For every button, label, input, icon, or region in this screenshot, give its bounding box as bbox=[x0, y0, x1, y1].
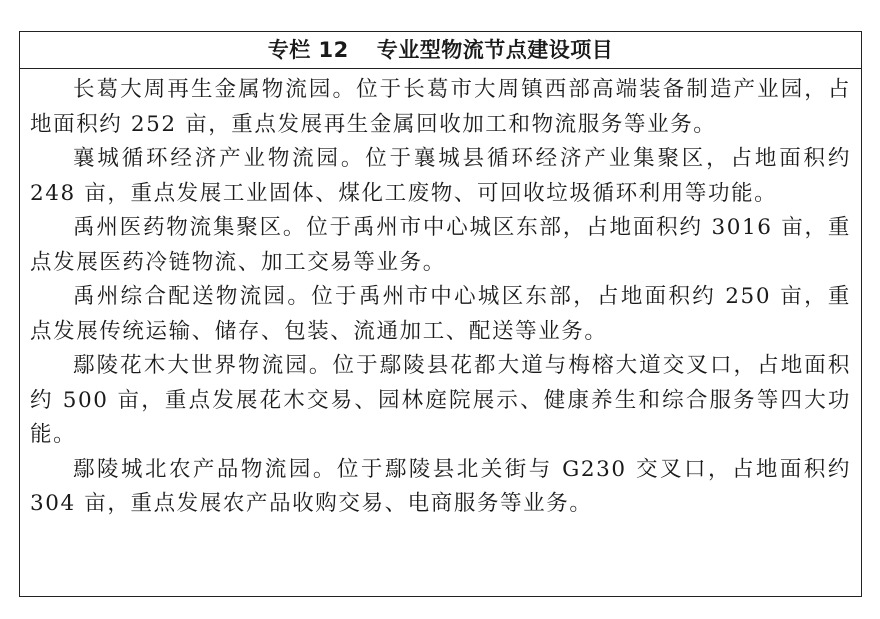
project-entry-yuzhou-distribution: 禹州综合配送物流园。位于禹州市中心城区东部，占地面积约 250 亩，重点发展传统运输、储存、包装、流通加工、配送等业务。 bbox=[30, 284, 851, 344]
feature-box bbox=[19, 31, 862, 597]
project-entry-yanling-agri: 鄢陵城北农产品物流园。位于鄢陵县北关街与 G230 交叉口，占地面积约 304 亩，重点发展农产品收购交易、电商服务等业务。 bbox=[30, 456, 851, 516]
box-body bbox=[20, 69, 861, 522]
box-label: 专栏 12 bbox=[267, 38, 349, 62]
project-entry-changge: 长葛大周再生金属物流园。位于长葛市大周镇西部高端装备制造产业园，占地面积约 252 亩，重点发展再生金属回收加工和物流服务等业务。 bbox=[30, 77, 851, 137]
box-title: 专业型物流节点建设项目 bbox=[376, 38, 614, 62]
project-entry-xiangcheng: 襄城循环经济产业物流园。位于襄城县循环经济产业集聚区，占地面积约 248 亩，重点发展工业固体、煤化工废物、可回收垃圾循环利用等功能。 bbox=[30, 146, 851, 206]
box-title-bar bbox=[20, 32, 861, 69]
project-entry-yuzhou-pharma: 禹州医药物流集聚区。位于禹州市中心城区东部，占地面积约 3016 亩，重点发展医药冷链物流、加工交易等业务。 bbox=[30, 215, 851, 275]
project-entry-yanling-flowers: 鄢陵花木大世界物流园。位于鄢陵县花都大道与梅榕大道交叉口，占地面积约 500 亩，重点发展花木交易、园林庭院展示、健康养生和综合服务等四大功能。 bbox=[30, 353, 851, 447]
